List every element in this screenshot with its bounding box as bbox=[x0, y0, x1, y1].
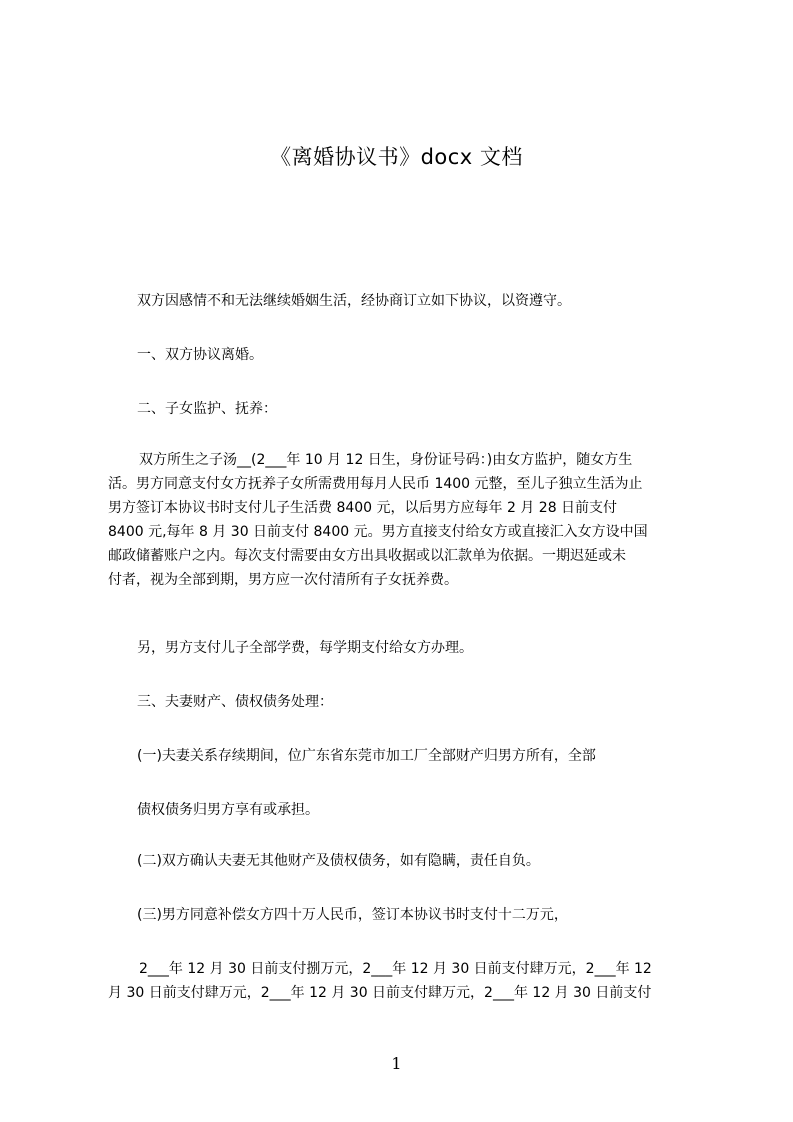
custody-line: 8400 元,每年 8 月 30 日前支付 8400 元。男方直接支付给女方或直接汇入女方设中国 bbox=[108, 524, 648, 540]
paragraph-custody bbox=[108, 448, 698, 592]
paragraph-payments bbox=[108, 957, 698, 1005]
paragraph-sub-1-line-2: 债权债务归男方享有或承担。 bbox=[137, 802, 319, 818]
page-number: 1 bbox=[391, 1054, 402, 1073]
document-title: 《离婚协议书》docx 文档 bbox=[270, 145, 523, 169]
paragraph-tuition: 另，男方支付儿子全部学费，每学期支付给女方办理。 bbox=[137, 640, 473, 656]
custody-line: 双方所生之子汤__(2___年 10 月 12 日生，身份证号码：)由女方监护，随女方生 bbox=[139, 452, 633, 468]
custody-line: 男方签订本协议书时支付儿子生活费 8400 元，以后男方应每年 2 月 28 日前支付 bbox=[108, 500, 618, 516]
paragraph-item-2: 二、子女监护、抚养： bbox=[137, 401, 277, 417]
paragraph-sub-1-line-1: (一)夫妻关系存续期间，位广东省东莞市加工厂全部财产归男方所有，全部 bbox=[137, 748, 596, 764]
custody-line: 付者，视为全部到期，男方应一次付清所有子女抚养费。 bbox=[108, 572, 458, 588]
custody-line: 活。男方同意支付女方抚养子女所需费用每月人民币 1400 元整，至儿子独立生活为止 bbox=[108, 476, 643, 492]
custody-line: 邮政储蓄账户之内。每次支付需要由女方出具收据或以汇款单为依据。一期迟延或未 bbox=[108, 548, 626, 564]
paragraph-intro: 双方因感情不和无法继续婚姻生活，经协商订立如下协议，以资遵守。 bbox=[137, 293, 571, 309]
payment-line: 月 30 日前支付肆万元，2___年 12 月 30 日前支付肆万元，2___年 12 月 30 日前支付 bbox=[108, 985, 652, 1001]
payment-line: 2___年 12 月 30 日前支付捌万元，2___年 12 月 30 日前支付肆万元，2___年 12 bbox=[139, 961, 652, 977]
paragraph-sub-3: (三)男方同意补偿女方四十万人民币，签订本协议书时支付十二万元， bbox=[137, 907, 568, 923]
paragraph-item-1: 一、双方协议离婚。 bbox=[137, 347, 263, 363]
paragraph-item-3: 三、夫妻财产、债权债务处理： bbox=[137, 694, 333, 710]
paragraph-sub-2: (二)双方确认夫妻无其他财产及债权债务，如有隐瞒，责任自负。 bbox=[137, 853, 540, 869]
